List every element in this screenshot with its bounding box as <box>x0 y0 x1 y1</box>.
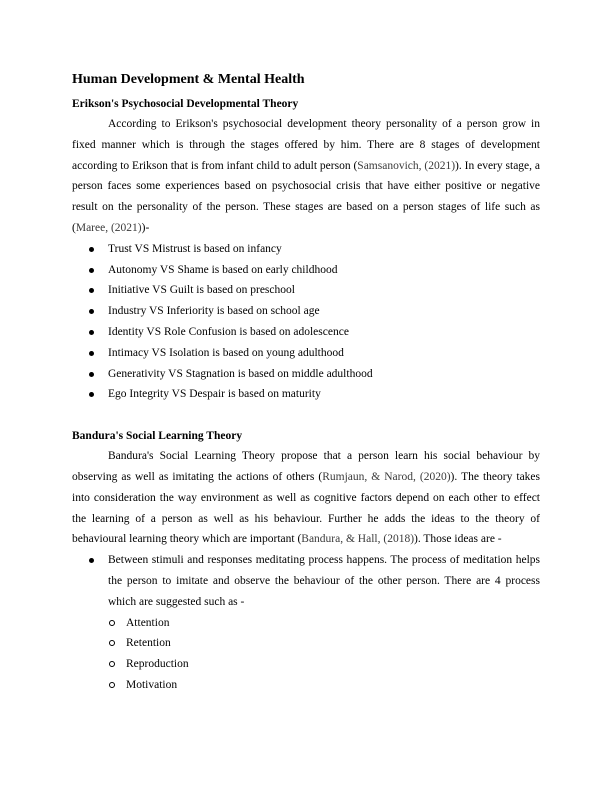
document-content <box>72 70 540 696</box>
section-heading-erikson: Erikson's Psychosocial Developmental Theory <box>72 98 299 110</box>
bandura-paragraph <box>72 446 540 550</box>
bullet-icon <box>89 247 94 252</box>
bullet-icon <box>89 268 94 273</box>
section-heading-bandura: Bandura's Social Learning Theory <box>72 430 243 443</box>
bullet-icon <box>89 558 94 563</box>
bullet-icon <box>89 309 94 314</box>
sub-list-item: Reproduction <box>72 654 540 675</box>
list-item: Industry VS Inferiority is based on school age <box>72 301 540 322</box>
citation: Rumjaun, & Narod, (2020) <box>322 470 451 483</box>
list-item: Identity VS Role Confusion is based on adolescence <box>72 322 540 343</box>
list-item: Autonomy VS Shame is based on early childhood <box>72 260 540 281</box>
document-title: Human Development & Mental Health <box>72 72 305 87</box>
circle-bullet-icon <box>109 682 115 688</box>
list-item: Between stimuli and responses meditating process happens. The process of meditation helps the person to imitate and observe the behaviour of the other person. There are 4 process which are suggested such as - <box>72 550 540 612</box>
circle-bullet-icon <box>109 661 115 667</box>
list-item: Trust VS Mistrust is based on infancy <box>72 239 540 260</box>
paragraph-text: )- <box>141 221 150 234</box>
bullet-icon <box>89 372 94 377</box>
citation: Maree, (2021) <box>75 221 142 234</box>
list-item: Intimacy VS Isolation is based on young adulthood <box>72 343 540 364</box>
circle-bullet-icon <box>109 620 115 626</box>
bullet-icon <box>89 351 94 356</box>
bullet-icon <box>89 392 94 397</box>
bandura-list <box>72 550 540 612</box>
paragraph-text: ). Those ideas are - <box>414 533 502 546</box>
list-item: Initiative VS Guilt is based on preschool <box>72 280 540 301</box>
erikson-paragraph <box>72 114 540 239</box>
paragraph-text: ). In every stage, a person faces some experiences based on psychosocial crisis that have either positive or negative result on the personality of the person. These stages are based on a person stages of life such as ( <box>72 159 541 234</box>
citation: Bandura, & Hall, (2018) <box>301 533 415 546</box>
list-item: Ego Integrity VS Despair is based on maturity <box>72 384 540 405</box>
citation: Samsanovich, (2021) <box>357 159 456 172</box>
paragraph-text: Bandura's Social Learning Theory propose that a person learn his social behaviour by observing as well as imitating the actions of others ( <box>72 450 540 483</box>
circle-bullet-icon <box>109 640 115 646</box>
paragraph-text: According to Erikson's psychosocial development theory personality of a person grow in fixed manner which is through the stages offered by him. There are 8 stages of development according to Erikson that is from infant child to adult person ( <box>72 118 540 172</box>
list-item: Generativity VS Stagnation is based on middle adulthood <box>72 364 540 385</box>
sub-list-item: Attention <box>72 613 540 634</box>
erikson-stages-list <box>72 239 540 405</box>
paragraph-text: ). The theory takes into consideration the way environment as well as cognitive factors depend on each other to effect the learning of a person as well as his behaviour. Further he adds the ideas to the theory of behavioural learning theory which are important ( <box>72 470 541 546</box>
sub-list-item: Retention <box>72 633 540 654</box>
bandura-process-list <box>72 613 540 696</box>
bullet-icon <box>89 330 94 335</box>
sub-list-item: Motivation <box>72 675 540 696</box>
bullet-icon <box>89 288 94 293</box>
